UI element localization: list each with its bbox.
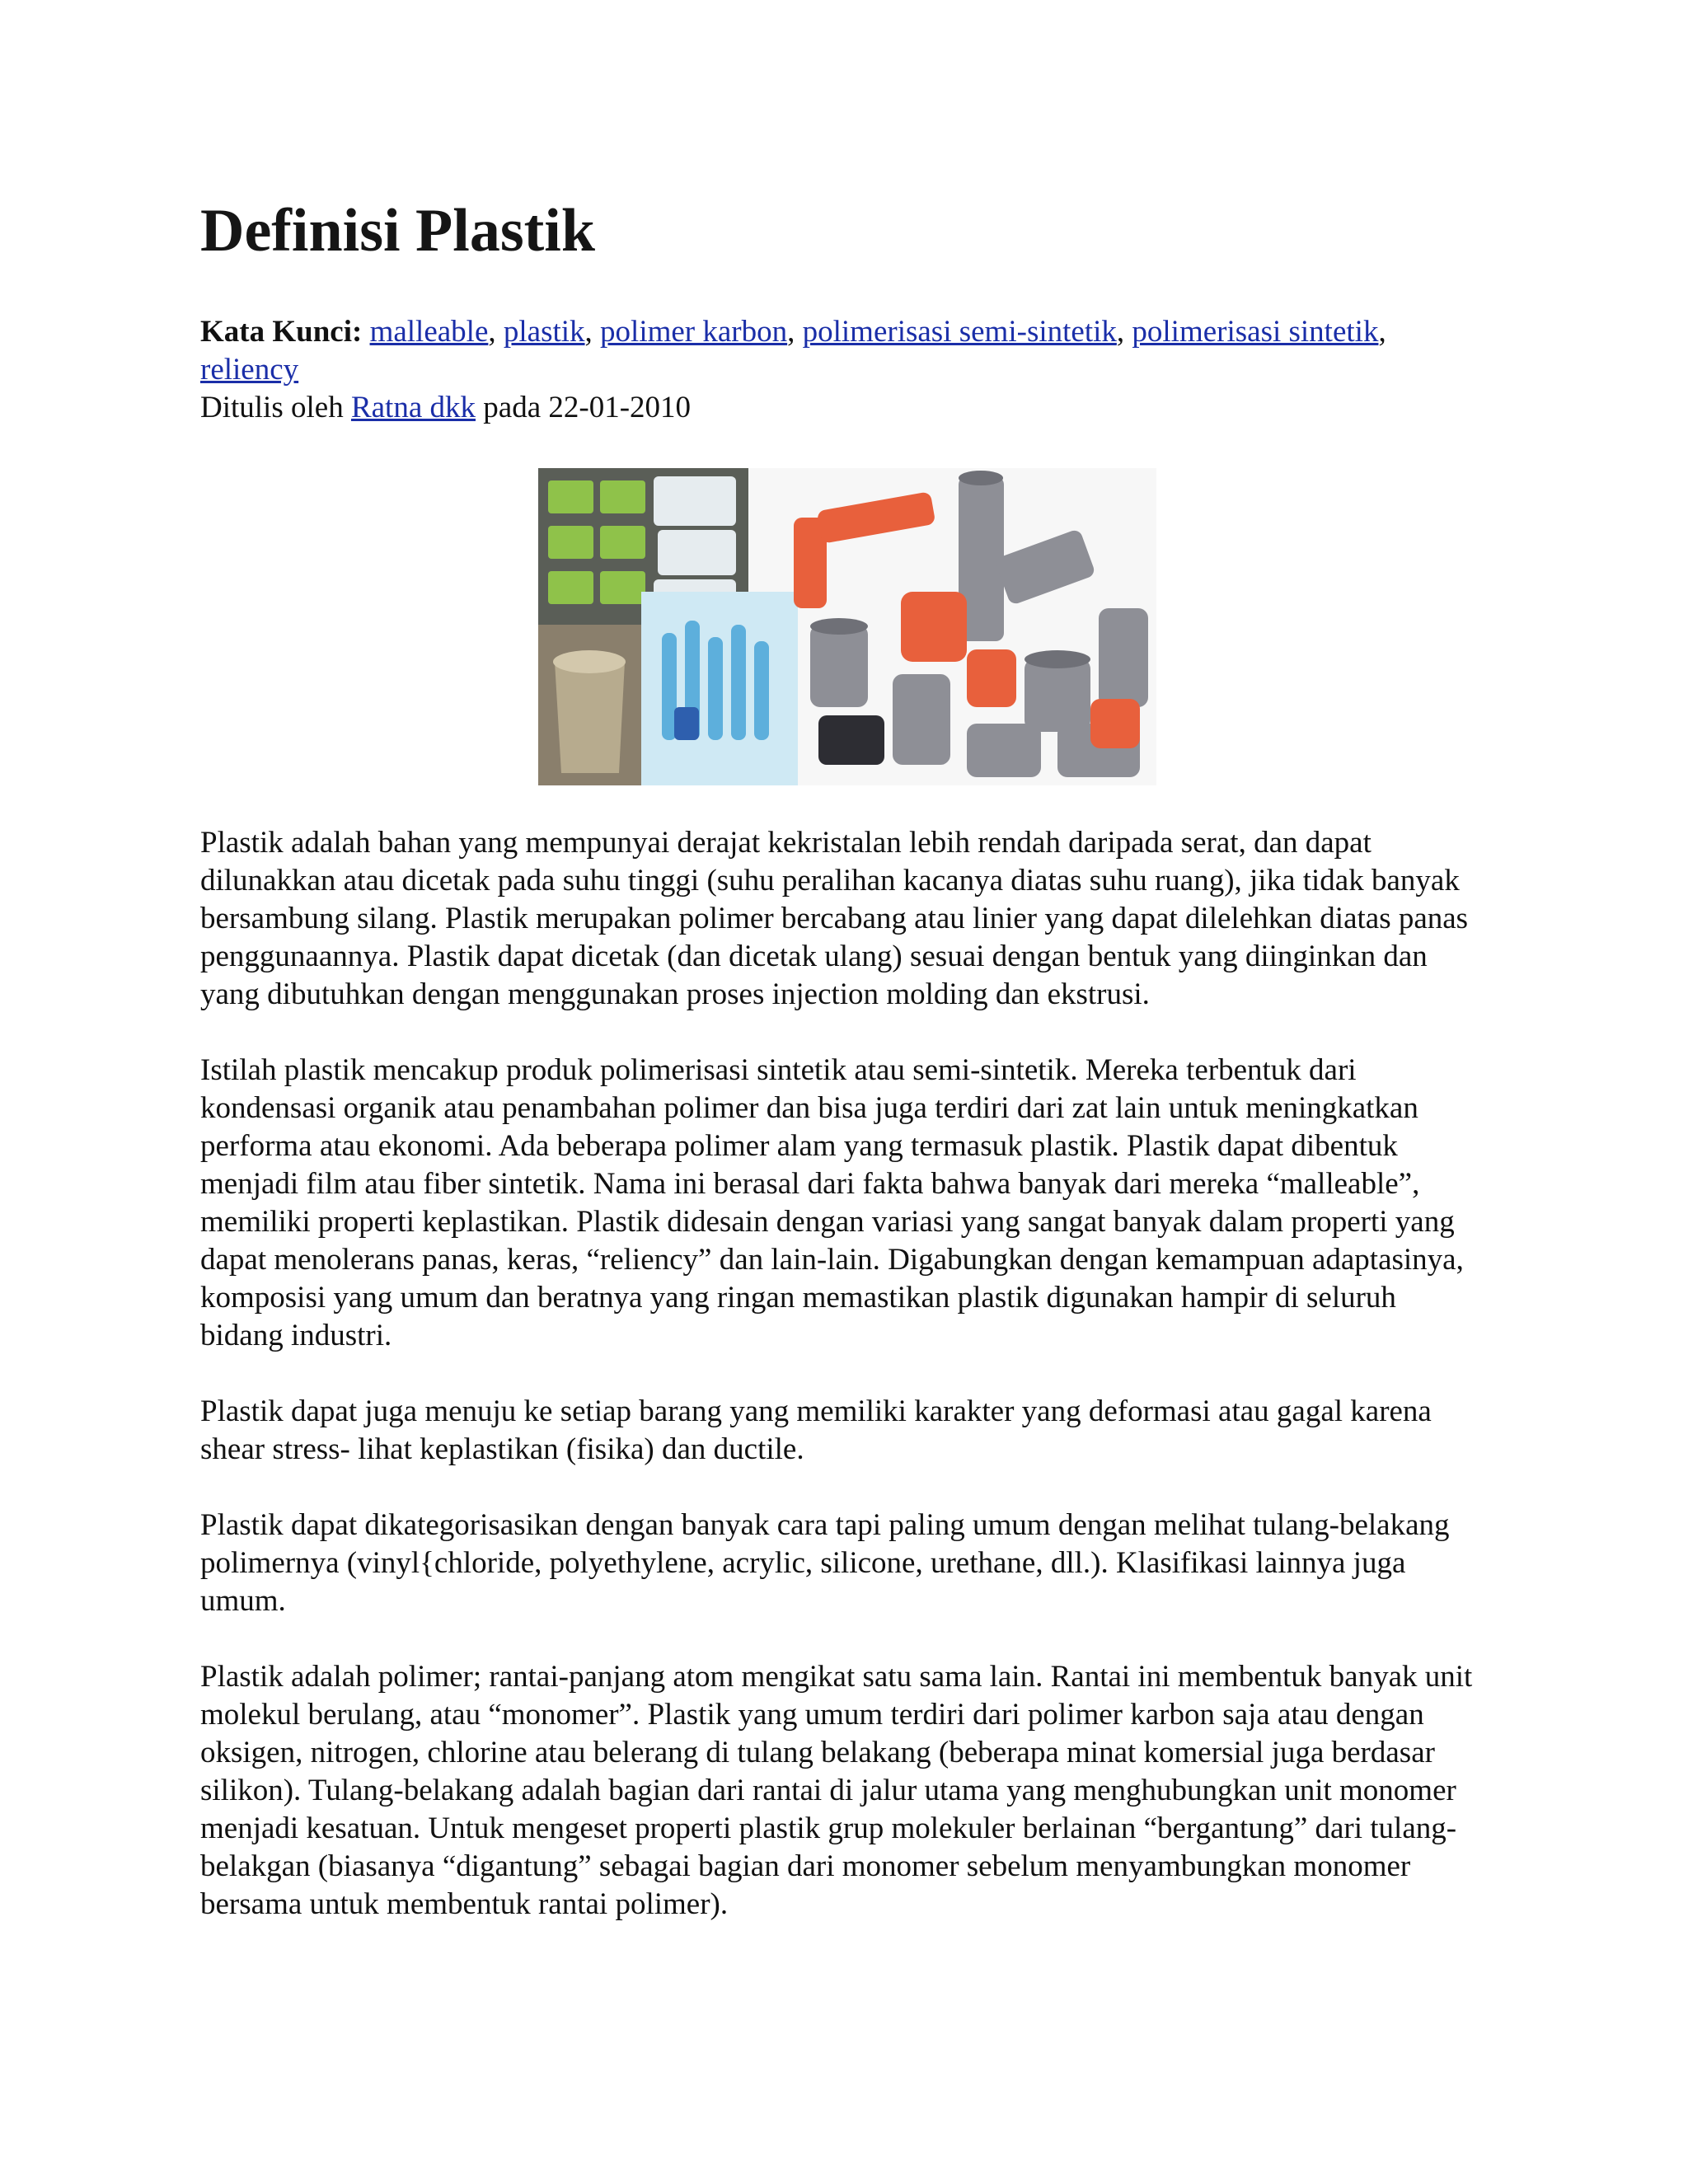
article-meta (200, 313, 1486, 427)
keyword-link-polimerisasi-semi-sintetik[interactable]: polimerisasi semi-sintetik (802, 315, 1117, 349)
byline-mid: pada (483, 391, 542, 424)
keywords-label: Kata Kunci: (200, 315, 363, 349)
paragraph: Plastik adalah polimer; rantai-panjang atom mengikat satu sama lain. Rantai ini membentuk banyak unit molekul berulang, atau “monomer”. Plastik yang umum terdiri dari polimer karbon saja atau dengan oksigen, nitrogen, chlorine atau belerang di tulang belakang (beberapa minat komersial juga berdasar silikon). Tulang-belakang adalah bagian dari rantai di jalur utama yang menghubungkan unit monomer menjadi kesatuan. Untuk mengeset properti plastik grup molekuler berlainan “bergantung” dari tulang-belakgan (biasanya “digantung” sebagai bagian dari monomer sebelum menyambungkan monomer bersama untuk membentuk rantai polimer). (200, 1660, 1473, 1921)
article-body (200, 824, 1486, 1961)
keywords-line: Kata Kunci: malleable, plastik, polimer karbon, polimerisasi semi-sintetik, polimerisasi sintetik, reliency (200, 315, 1386, 387)
paragraph: Istilah plastik mencakup produk polimerisasi sintetik atau semi-sintetik. Mereka terbentuk dari kondensasi organik atau penambahan polimer dan bisa juga terdiri dari zat lain untuk meningkatkan performa atau ekonomi. Ada beberapa polimer alam yang termasuk plastik. Plastik dapat dibentuk menjadi film atau fiber sintetik. Nama ini berasal dari fakta bahwa banyak dari mereka “malleable”, memiliki properti keplastikan. Plastik didesain dengan variasi yang sangat banyak dalam properti yang dapat menolerans panas, keras, “reliency” dan lain-lain. Digabungkan dengan kemampuan adaptasinya, komposisi yang umum dan beratnya yang ringan memastikan plastik digunakan hampir di seluruh bidang industri. (200, 1053, 1464, 1352)
keyword-link-polimer-karbon[interactable]: polimer karbon (600, 315, 788, 349)
keyword-link-reliency[interactable]: reliency (200, 353, 299, 387)
author-link[interactable]: Ratna dkk (350, 391, 476, 424)
paragraph: Plastik dapat juga menuju ke setiap barang yang memiliki karakter yang deformasi atau gagal karena shear stress- lihat keplastikan (fisika) dan ductile. (200, 1394, 1432, 1466)
paragraph: Plastik adalah bahan yang mempunyai derajat kekristalan lebih rendah daripada serat, dan dapat dilunakkan atau dicetak pada suhu tinggi (suhu peralihan kacanya diatas suhu ruang), jika tidak banyak bersambung silang. Plastik merupakan polimer bercabang atau linier yang dapat dilelehkan diatas panas penggunaannya. Plastik dapat dicetak (dan dicetak ulang) sesuai dengan bentuk yang diinginkan dan yang dibutuhkan dengan menggunakan proses injection molding dan ekstrusi. (200, 826, 1469, 1011)
byline-prefix: Ditulis oleh (200, 391, 344, 424)
page-title: Definisi Plastik (200, 197, 595, 265)
keyword-link-malleable[interactable]: malleable (369, 315, 489, 349)
keyword-link-plastik[interactable]: plastik (503, 315, 585, 349)
paragraph: Plastik dapat dikategorisasikan dengan banyak cara tapi paling umum dengan melihat tulang-belakang polimernya (vinyl{chloride, polyethylene, acrylic, silicone, urethane, dll.). Klasifikasi lainnya juga umum. (200, 1508, 1450, 1618)
publish-date: 22-01-2010 (548, 391, 692, 424)
keyword-link-polimerisasi-sintetik[interactable]: polimerisasi sintetik (1132, 315, 1379, 349)
plastic-products-image (538, 468, 1156, 785)
byline (200, 389, 1486, 427)
